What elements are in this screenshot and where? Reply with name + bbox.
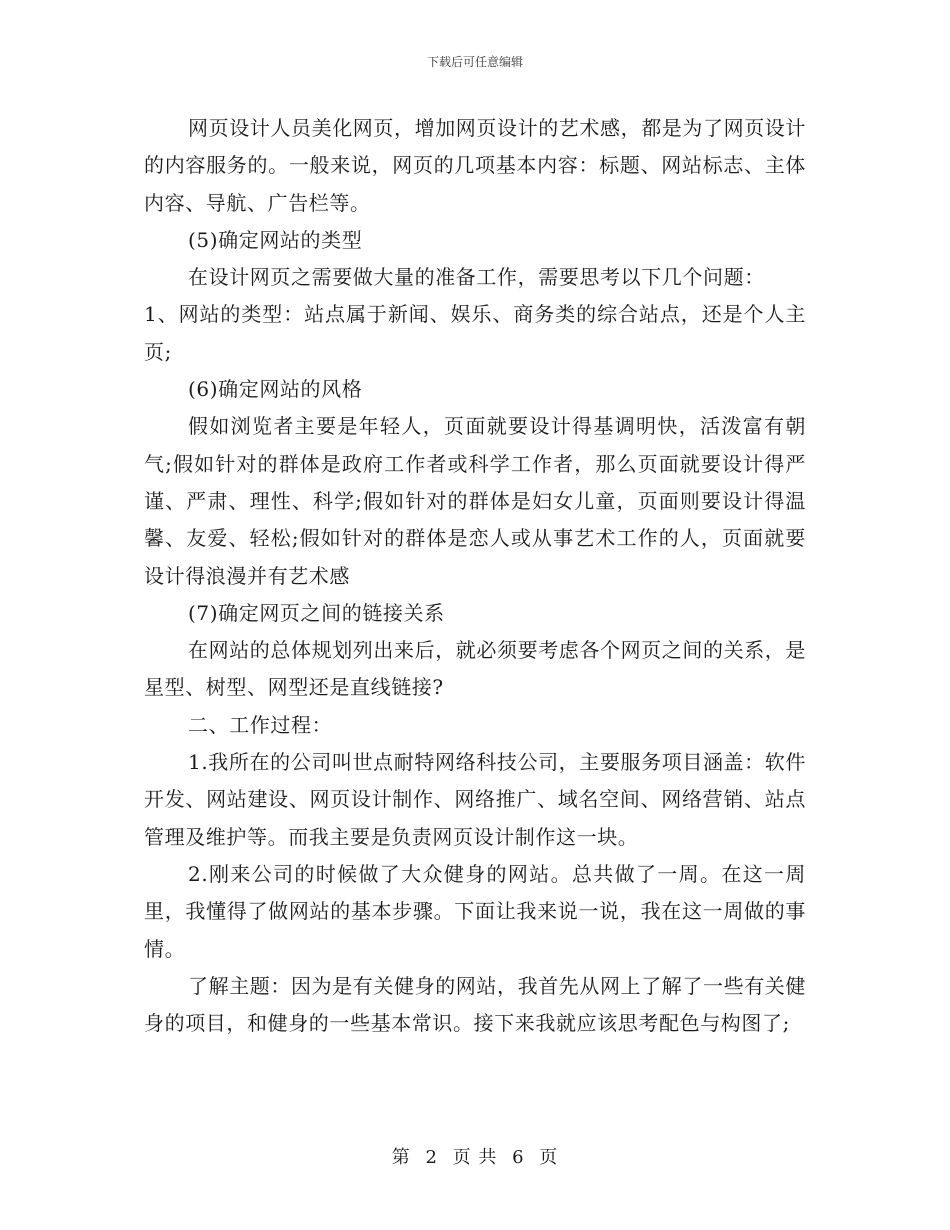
paragraph-company: 1.我所在的公司叫世点耐特网络科技公司，主要服务项目涵盖：软件开发、网站建设、网页设计制作、网络推广、域名空间、网络营销、站点管理及维护等。而我主要是负责网页设计制作这一块。: [144, 750, 806, 849]
page-header: 下载后可任意编辑: [426, 55, 523, 69]
paragraph-style: 假如浏览者主要是年轻人，页面就要设计得基调明快，活泼富有朝气;假如针对的群体是政府工作者或科学工作者，那么页面就要设计得严谨、严肃、理性、科学;假如针对的群体是妇女儿童，页面则要设计得温馨、友爱、轻松;假如针对的群体是恋人或从事艺术工作的人，页面就要设计得浪漫并有艺术感: [144, 414, 806, 588]
total-page-count: 6: [512, 1147, 525, 1168]
heading-site-style: (6)确定网站的风格: [188, 377, 363, 402]
footer-suffix: 页: [539, 1147, 559, 1168]
paragraph-link-relations: 在网站的总体规划列出来后，就必须要考虑各个网页之间的关系，是星型、树型、网型还是直线链接?: [144, 638, 806, 700]
paragraph-understand-topic: 了解主题：因为是有关健身的网站，我首先从网上了解了一些有关健身的项目，和健身的一些基本常识。接下来我就应该思考配色与构图了;: [144, 973, 806, 1036]
heading-site-type: (5)确定网站的类型: [188, 227, 363, 252]
footer-prefix: 第: [391, 1147, 411, 1168]
document-body: [144, 110, 806, 1042]
page-footer: [0, 1147, 950, 1169]
paragraph-intro: 网页设计人员美化网页，增加网页设计的艺术感，都是为了网页设计的内容服务的。一般来说，网页的几项基本内容：标题、网站标志、主体内容、导航、广告栏等。: [144, 116, 806, 215]
paragraph-preparation: 在设计网页之需要做大量的准备工作，需要思考以下几个问题：: [188, 265, 765, 290]
list-item-site-type: 1、网站的类型：站点属于新闻、娱乐、商务类的综合站点，还是个人主页;: [144, 302, 806, 364]
current-page-number: 2: [425, 1147, 438, 1168]
paragraph-first-project: 2.刚来公司的时候做了大众健身的网站。总共做了一周。在这一周里，我懂得了做网站的基本步骤。下面让我来说一说，我在这一周做的事情。: [144, 861, 806, 961]
heading-link-relations: (7)确定网页之间的链接关系: [188, 600, 445, 625]
footer-middle: 页 共: [452, 1147, 498, 1168]
heading-work-process: 二、工作过程：: [188, 712, 333, 737]
